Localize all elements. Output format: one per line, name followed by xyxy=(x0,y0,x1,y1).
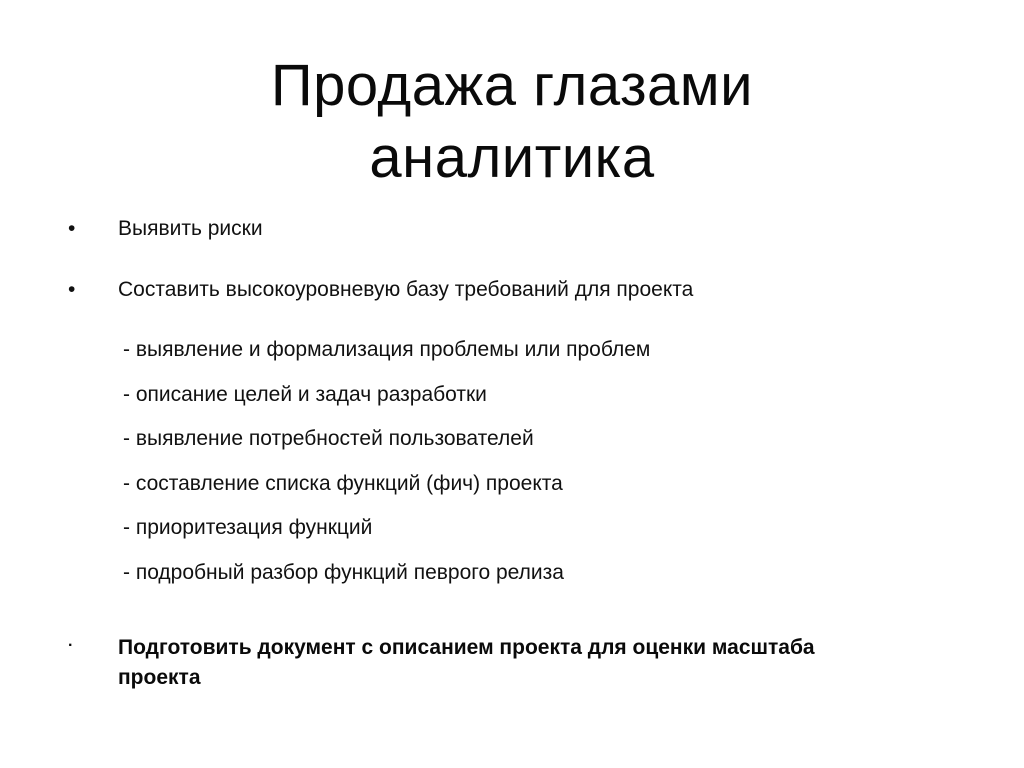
slide-title xyxy=(0,50,1024,194)
bullet-dot: • xyxy=(68,278,76,301)
bullet-dot: · xyxy=(68,637,74,654)
sub-list-item: - выявление потребностей пользователей xyxy=(123,427,534,450)
bullet-text: Выявить риски xyxy=(118,217,263,240)
sub-list-item: - приоритезация функций xyxy=(123,516,373,539)
sub-list-item: - выявление и формализация проблемы или проблем xyxy=(123,338,651,361)
bullet-dot: • xyxy=(68,217,76,240)
slide-title-line-2: аналитика xyxy=(369,125,655,190)
sub-list-item: - подробный разбор функций певрого релиза xyxy=(123,561,564,584)
sub-list-item: - описание целей и задач разработки xyxy=(123,383,487,406)
bullet-text-bold: Подготовить документ с описанием проекта для оценки масштаба проекта xyxy=(118,636,815,689)
sub-list-item: - составление списка функций (фич) проекта xyxy=(123,472,563,495)
slide-title-line-1: Продажа глазами xyxy=(270,53,754,118)
bullet-text: Составить высокоуровневую базу требований для проекта xyxy=(118,278,694,301)
